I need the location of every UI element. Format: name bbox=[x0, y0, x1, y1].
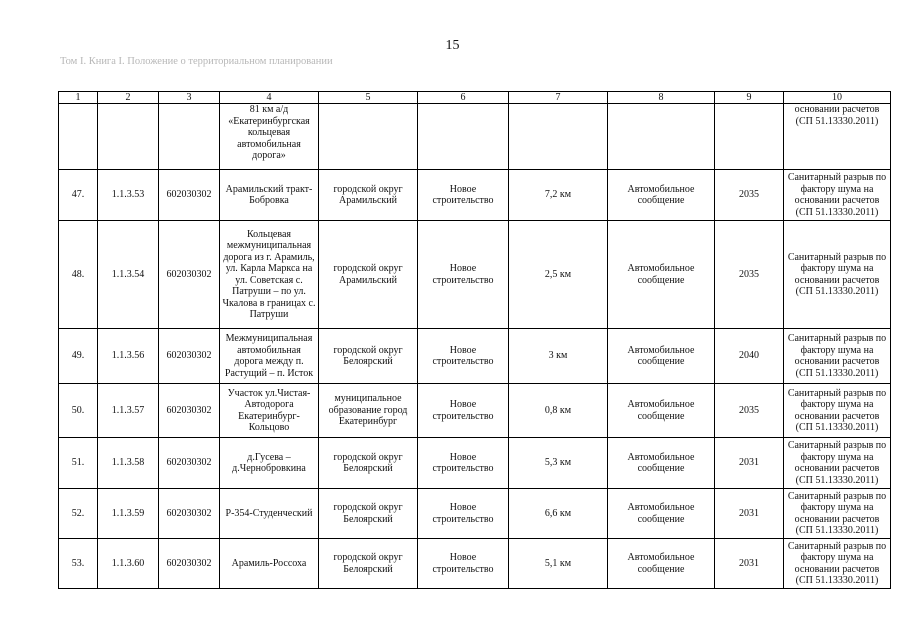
cell-purpose: Автомобильное сообщение bbox=[608, 221, 715, 329]
cell-object-name: Арамильский тракт-Бобровка bbox=[220, 170, 319, 221]
cell-code: 1.1.3.57 bbox=[98, 384, 159, 438]
cell-zone-note: Санитарный разрыв по фактору шума на основании расчетов (СП 51.13330.2011) bbox=[784, 170, 891, 221]
cell-purpose: Автомобильное сообщение bbox=[608, 384, 715, 438]
table-row bbox=[59, 329, 891, 384]
cell-year: 2035 bbox=[715, 384, 784, 438]
cell-row-number: 47. bbox=[59, 170, 98, 221]
cell-municipality: муниципальное образование город Екатеринбург bbox=[319, 384, 418, 438]
cell-row-number: 51. bbox=[59, 438, 98, 489]
cell-year: 2031 bbox=[715, 539, 784, 589]
cell-okato: 602030302 bbox=[159, 170, 220, 221]
cell-municipality: городской округ Арамильский bbox=[319, 170, 418, 221]
cell-code: 1.1.3.59 bbox=[98, 489, 159, 539]
cell-empty bbox=[509, 104, 608, 170]
cell-okato: 602030302 bbox=[159, 438, 220, 489]
cell-zone-note: основании расчетов (СП 51.13330.2011) bbox=[784, 104, 891, 170]
cell-code: 1.1.3.53 bbox=[98, 170, 159, 221]
cell-municipality: городской округ Арамильский bbox=[319, 221, 418, 329]
cell-object-name: Межмуниципальная автомобильная дорога между п. Растущий – п. Исток bbox=[220, 329, 319, 384]
cell-empty bbox=[59, 104, 98, 170]
cell-year: 2040 bbox=[715, 329, 784, 384]
cell-construction-type: Новое строительство bbox=[418, 221, 509, 329]
cell-purpose: Автомобильное сообщение bbox=[608, 539, 715, 589]
cell-zone-note: Санитарный разрыв по фактору шума на основании расчетов (СП 51.13330.2011) bbox=[784, 539, 891, 589]
cell-length: 3 км bbox=[509, 329, 608, 384]
column-number: 3 bbox=[159, 92, 220, 104]
cell-construction-type: Новое строительство bbox=[418, 489, 509, 539]
cell-code: 1.1.3.58 bbox=[98, 438, 159, 489]
column-number: 6 bbox=[418, 92, 509, 104]
table-row bbox=[59, 170, 891, 221]
cell-object-name: Р-354-Студенческий bbox=[220, 489, 319, 539]
cell-year: 2035 bbox=[715, 221, 784, 329]
page-number: 15 bbox=[445, 38, 460, 53]
cell-okato: 602030302 bbox=[159, 489, 220, 539]
table-row bbox=[59, 539, 891, 589]
cell-purpose: Автомобильное сообщение bbox=[608, 170, 715, 221]
cell-length: 0,8 км bbox=[509, 384, 608, 438]
column-number: 2 bbox=[98, 92, 159, 104]
cell-construction-type: Новое строительство bbox=[418, 539, 509, 589]
cell-object-name: 81 км а/д «Екатеринбургская кольцевая автомобильная дорога» bbox=[220, 104, 319, 170]
cell-object-name: Арамиль-Россоха bbox=[220, 539, 319, 589]
cell-municipality: городской округ Белоярский bbox=[319, 438, 418, 489]
cell-empty bbox=[608, 104, 715, 170]
cell-zone-note: Санитарный разрыв по фактору шума на основании расчетов (СП 51.13330.2011) bbox=[784, 329, 891, 384]
cell-construction-type: Новое строительство bbox=[418, 170, 509, 221]
column-number: 8 bbox=[608, 92, 715, 104]
cell-municipality: городской округ Белоярский bbox=[319, 539, 418, 589]
cell-empty bbox=[319, 104, 418, 170]
cell-municipality: городской округ Белоярский bbox=[319, 489, 418, 539]
column-number: 5 bbox=[319, 92, 418, 104]
column-number-row bbox=[59, 92, 891, 104]
cell-row-number: 52. bbox=[59, 489, 98, 539]
cell-code: 1.1.3.60 bbox=[98, 539, 159, 589]
cell-object-name: д.Гусева – д.Чернобровкина bbox=[220, 438, 319, 489]
cell-row-number: 48. bbox=[59, 221, 98, 329]
cell-length: 5,3 км bbox=[509, 438, 608, 489]
cell-empty bbox=[715, 104, 784, 170]
cell-length: 5,1 км bbox=[509, 539, 608, 589]
cell-year: 2031 bbox=[715, 489, 784, 539]
cell-code: 1.1.3.54 bbox=[98, 221, 159, 329]
cell-okato: 602030302 bbox=[159, 221, 220, 329]
cell-length: 6,6 км bbox=[509, 489, 608, 539]
cell-purpose: Автомобильное сообщение bbox=[608, 489, 715, 539]
cell-object-name: Кольцевая межмуниципальная дорога из г. Арамиль, ул. Карла Маркса на ул. Советская с. Патруши – по ул. Чкалова в границах с. Патруши bbox=[220, 221, 319, 329]
cell-year: 2035 bbox=[715, 170, 784, 221]
cell-zone-note: Санитарный разрыв по фактору шума на основании расчетов (СП 51.13330.2011) bbox=[784, 221, 891, 329]
cell-object-name: Участок ул.Чистая-Автодорога Екатеринбург-Кольцово bbox=[220, 384, 319, 438]
cell-okato: 602030302 bbox=[159, 539, 220, 589]
cell-row-number: 50. bbox=[59, 384, 98, 438]
cell-empty bbox=[159, 104, 220, 170]
cell-purpose: Автомобильное сообщение bbox=[608, 438, 715, 489]
cell-year: 2031 bbox=[715, 438, 784, 489]
cell-zone-note: Санитарный разрыв по фактору шума на основании расчетов (СП 51.13330.2011) bbox=[784, 438, 891, 489]
cell-construction-type: Новое строительство bbox=[418, 384, 509, 438]
cell-okato: 602030302 bbox=[159, 384, 220, 438]
cell-construction-type: Новое строительство bbox=[418, 329, 509, 384]
cell-length: 7,2 км bbox=[509, 170, 608, 221]
cell-empty bbox=[98, 104, 159, 170]
cell-municipality: городской округ Белоярский bbox=[319, 329, 418, 384]
cell-zone-note: Санитарный разрыв по фактору шума на основании расчетов (СП 51.13330.2011) bbox=[784, 489, 891, 539]
cell-zone-note: Санитарный разрыв по фактору шума на основании расчетов (СП 51.13330.2011) bbox=[784, 384, 891, 438]
cell-code: 1.1.3.56 bbox=[98, 329, 159, 384]
column-number: 4 bbox=[220, 92, 319, 104]
cell-okato: 602030302 bbox=[159, 329, 220, 384]
column-number: 10 bbox=[784, 92, 891, 104]
column-number: 1 bbox=[59, 92, 98, 104]
cell-row-number: 53. bbox=[59, 539, 98, 589]
cell-empty bbox=[418, 104, 509, 170]
cell-purpose: Автомобильное сообщение bbox=[608, 329, 715, 384]
column-number: 7 bbox=[509, 92, 608, 104]
table-row bbox=[59, 221, 891, 329]
column-number: 9 bbox=[715, 92, 784, 104]
cell-construction-type: Новое строительство bbox=[418, 438, 509, 489]
table-row bbox=[59, 489, 891, 539]
table-row bbox=[59, 438, 891, 489]
cell-length: 2,5 км bbox=[509, 221, 608, 329]
table-row bbox=[59, 384, 891, 438]
document-header-note: Том I. Книга I. Положение о территориальном планировании bbox=[60, 56, 333, 67]
continuation-row bbox=[59, 104, 891, 170]
objects-table bbox=[58, 91, 891, 589]
cell-row-number: 49. bbox=[59, 329, 98, 384]
